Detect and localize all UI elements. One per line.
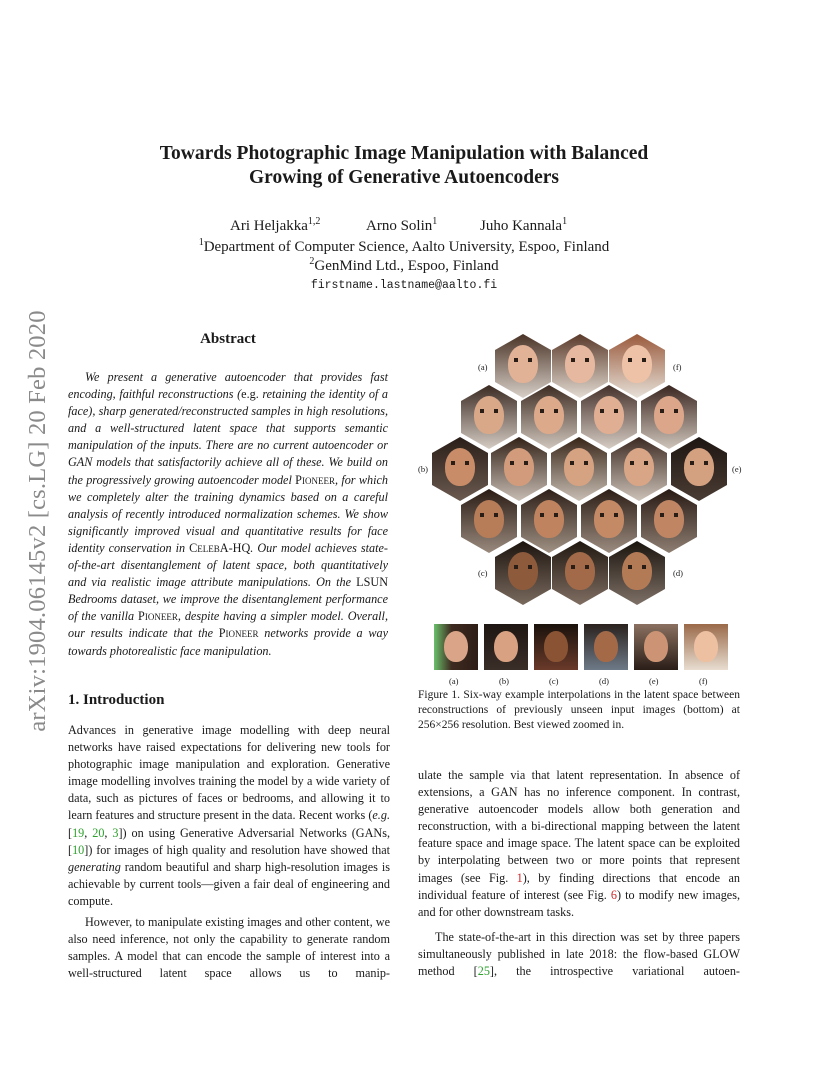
intro-left-column: Advances in generative image modelling with deep neural networks have raised expectations for delivering new tools for photographic image manipulation and exploration. Generative image modelling involves training the model by a wide variety of data, such as pictures of faces or bedrooms, and allowing it to learn features and structure present in the data. Recent works (e.g. [19, 20, 3]) on using Generative Adversarial Networks (GANs, [10]) for images of high quality and resolution have showed that generating random beautiful and sharp high-resolution images is achievable by current tools—given a fair deal of engineering and compute. However, to manipulate existing images and other content, we also need inference, not only the capability to generate random samples. A model that can encode the sample of interest into a well-structured latent space allows us to manip- — [68, 723, 390, 981]
face-hex — [521, 385, 577, 449]
face-hex — [491, 437, 547, 501]
corner-label-e: (e) — [732, 464, 742, 474]
face-hex — [581, 385, 637, 449]
corner-label-d: (d) — [673, 568, 683, 578]
title-line-1: Towards Photographic Image Manipulation with Balanced — [159, 143, 649, 164]
face-hex — [461, 489, 517, 553]
author-2: Arno Solin$^1$ — [366, 216, 438, 234]
face-hex — [671, 437, 727, 501]
face-hex — [495, 541, 551, 605]
author-email: firstname.lastname@aalto.fi — [310, 279, 498, 292]
author-1: Ari Heljakka$^{1,2}$ — [230, 216, 321, 234]
figure-1-link[interactable]: 1 — [516, 870, 523, 885]
face-hex — [641, 489, 697, 553]
corner-label-c: (c) — [478, 568, 488, 578]
face-hex — [432, 437, 488, 501]
figure-1-interpolation-grid — [418, 330, 742, 686]
section-heading-introduction: 1. Introduction — [68, 692, 165, 708]
citation-10[interactable]: 10 — [72, 842, 85, 857]
author-3: Juho Kannala$^1$ — [480, 216, 568, 234]
input-thumbnail-d — [584, 624, 628, 670]
face-hex — [495, 334, 551, 398]
thumb-label-a: (a) — [449, 676, 459, 686]
input-thumbnail-b — [484, 624, 528, 670]
corner-label-b: (b) — [418, 464, 428, 474]
corner-label-f: (f) — [673, 362, 682, 372]
input-thumbnail-c — [534, 624, 578, 670]
face-hex — [461, 385, 517, 449]
intro-right-column: ulate the sample via that latent representation. In absence of extensions, a GAN has no inference component. In contrast, generative autoencoder models allow both generation and reconstruction, with a bi-directional mapping between the latent feature space and image space. The latent space can be exploited by interpolating between two or more points that represent images (see Fig. 1), by finding directions that encode an individual feature of interest (see Fig. 6) to modify new images, and for other downstream tasks. The state-of-the-art in this direction was set by three papers simultaneously published in late 2018: the flow-based GLOW method [25], the introspective variational autoen- — [418, 768, 741, 979]
arxiv-sidebar-stamp — [20, 286, 56, 756]
thumb-label-c: (c) — [549, 676, 559, 686]
input-thumbnail-a — [434, 624, 478, 670]
affiliation-1: $^1$Department of Computer Science, Aalto University, Espoo, Finland — [198, 237, 610, 255]
arxiv-identifier: arXiv:1904.06145v2 [cs.LG] 20 Feb 2020 — [24, 310, 51, 732]
input-thumbnail-f — [684, 624, 728, 670]
author-list — [130, 218, 678, 238]
celeba-name: CelebA-HQ — [189, 540, 251, 555]
affiliation-2: $^2$GenMind Ltd., Espoo, Finland — [309, 256, 499, 274]
abstract-heading: Abstract — [200, 331, 256, 347]
thumb-label-e: (e) — [649, 676, 659, 686]
corner-label-a: (a) — [478, 362, 488, 372]
paper-title — [100, 142, 708, 190]
thumb-label-b: (b) — [499, 676, 509, 686]
thumb-label-d: (d) — [599, 676, 609, 686]
citation-19[interactable]: 19 — [72, 825, 85, 840]
face-hex — [551, 437, 607, 501]
pioneer-name: Pioneer — [295, 472, 335, 487]
citation-3[interactable]: 3 — [112, 825, 119, 840]
face-hex — [521, 489, 577, 553]
face-hex — [609, 334, 665, 398]
input-thumbnail-e — [634, 624, 678, 670]
face-hex — [641, 385, 697, 449]
citation-20[interactable]: 20 — [92, 825, 105, 840]
face-hex — [552, 334, 608, 398]
citation-25[interactable]: 25 — [477, 964, 490, 979]
figure-1-caption: Figure 1. Six-way example interpolations in the latent space between reconstructions of previously unseen input images (bottom) at 256×256 resolution. Best viewed zoomed in. — [418, 689, 740, 731]
abstract-text: We present a generative autoencoder that provides fast encoding, faithful reconstructions (e.g. retaining the identity of a face), sharp generated/reconstructed samples in high resolutions, and a well-structured latent space that supports semantic manipulation of the inputs. There are no current autoencoder or GAN models that satisfactorily achieve all of these. We build on the progressively growing autoencoder model Pioneer, for which we completely alter the training dynamics based on a careful analysis of recently introduced normalization schemes. We show significantly improved visual and quantitative results for face identity conservation in CelebA-HQ. Our model achieves state-of-the-art disentanglement of latent space, both quantitatively and via realistic image attribute manipulations. On the LSUN Bedrooms dataset, we improve the disentanglement performance of the vanilla Pioneer, despite having a simpler model. Overall, our results indicate that the Pioneer networks provide a way towards photorealistic face manipulation. — [68, 370, 388, 658]
figure-6-link[interactable]: 6 — [610, 887, 617, 902]
thumb-label-f: (f) — [699, 676, 708, 686]
face-hex — [581, 489, 637, 553]
title-line-2: Growing of Generative Autoencoders — [249, 167, 559, 188]
face-hex — [552, 541, 608, 605]
face-hex — [609, 541, 665, 605]
face-hex — [611, 437, 667, 501]
